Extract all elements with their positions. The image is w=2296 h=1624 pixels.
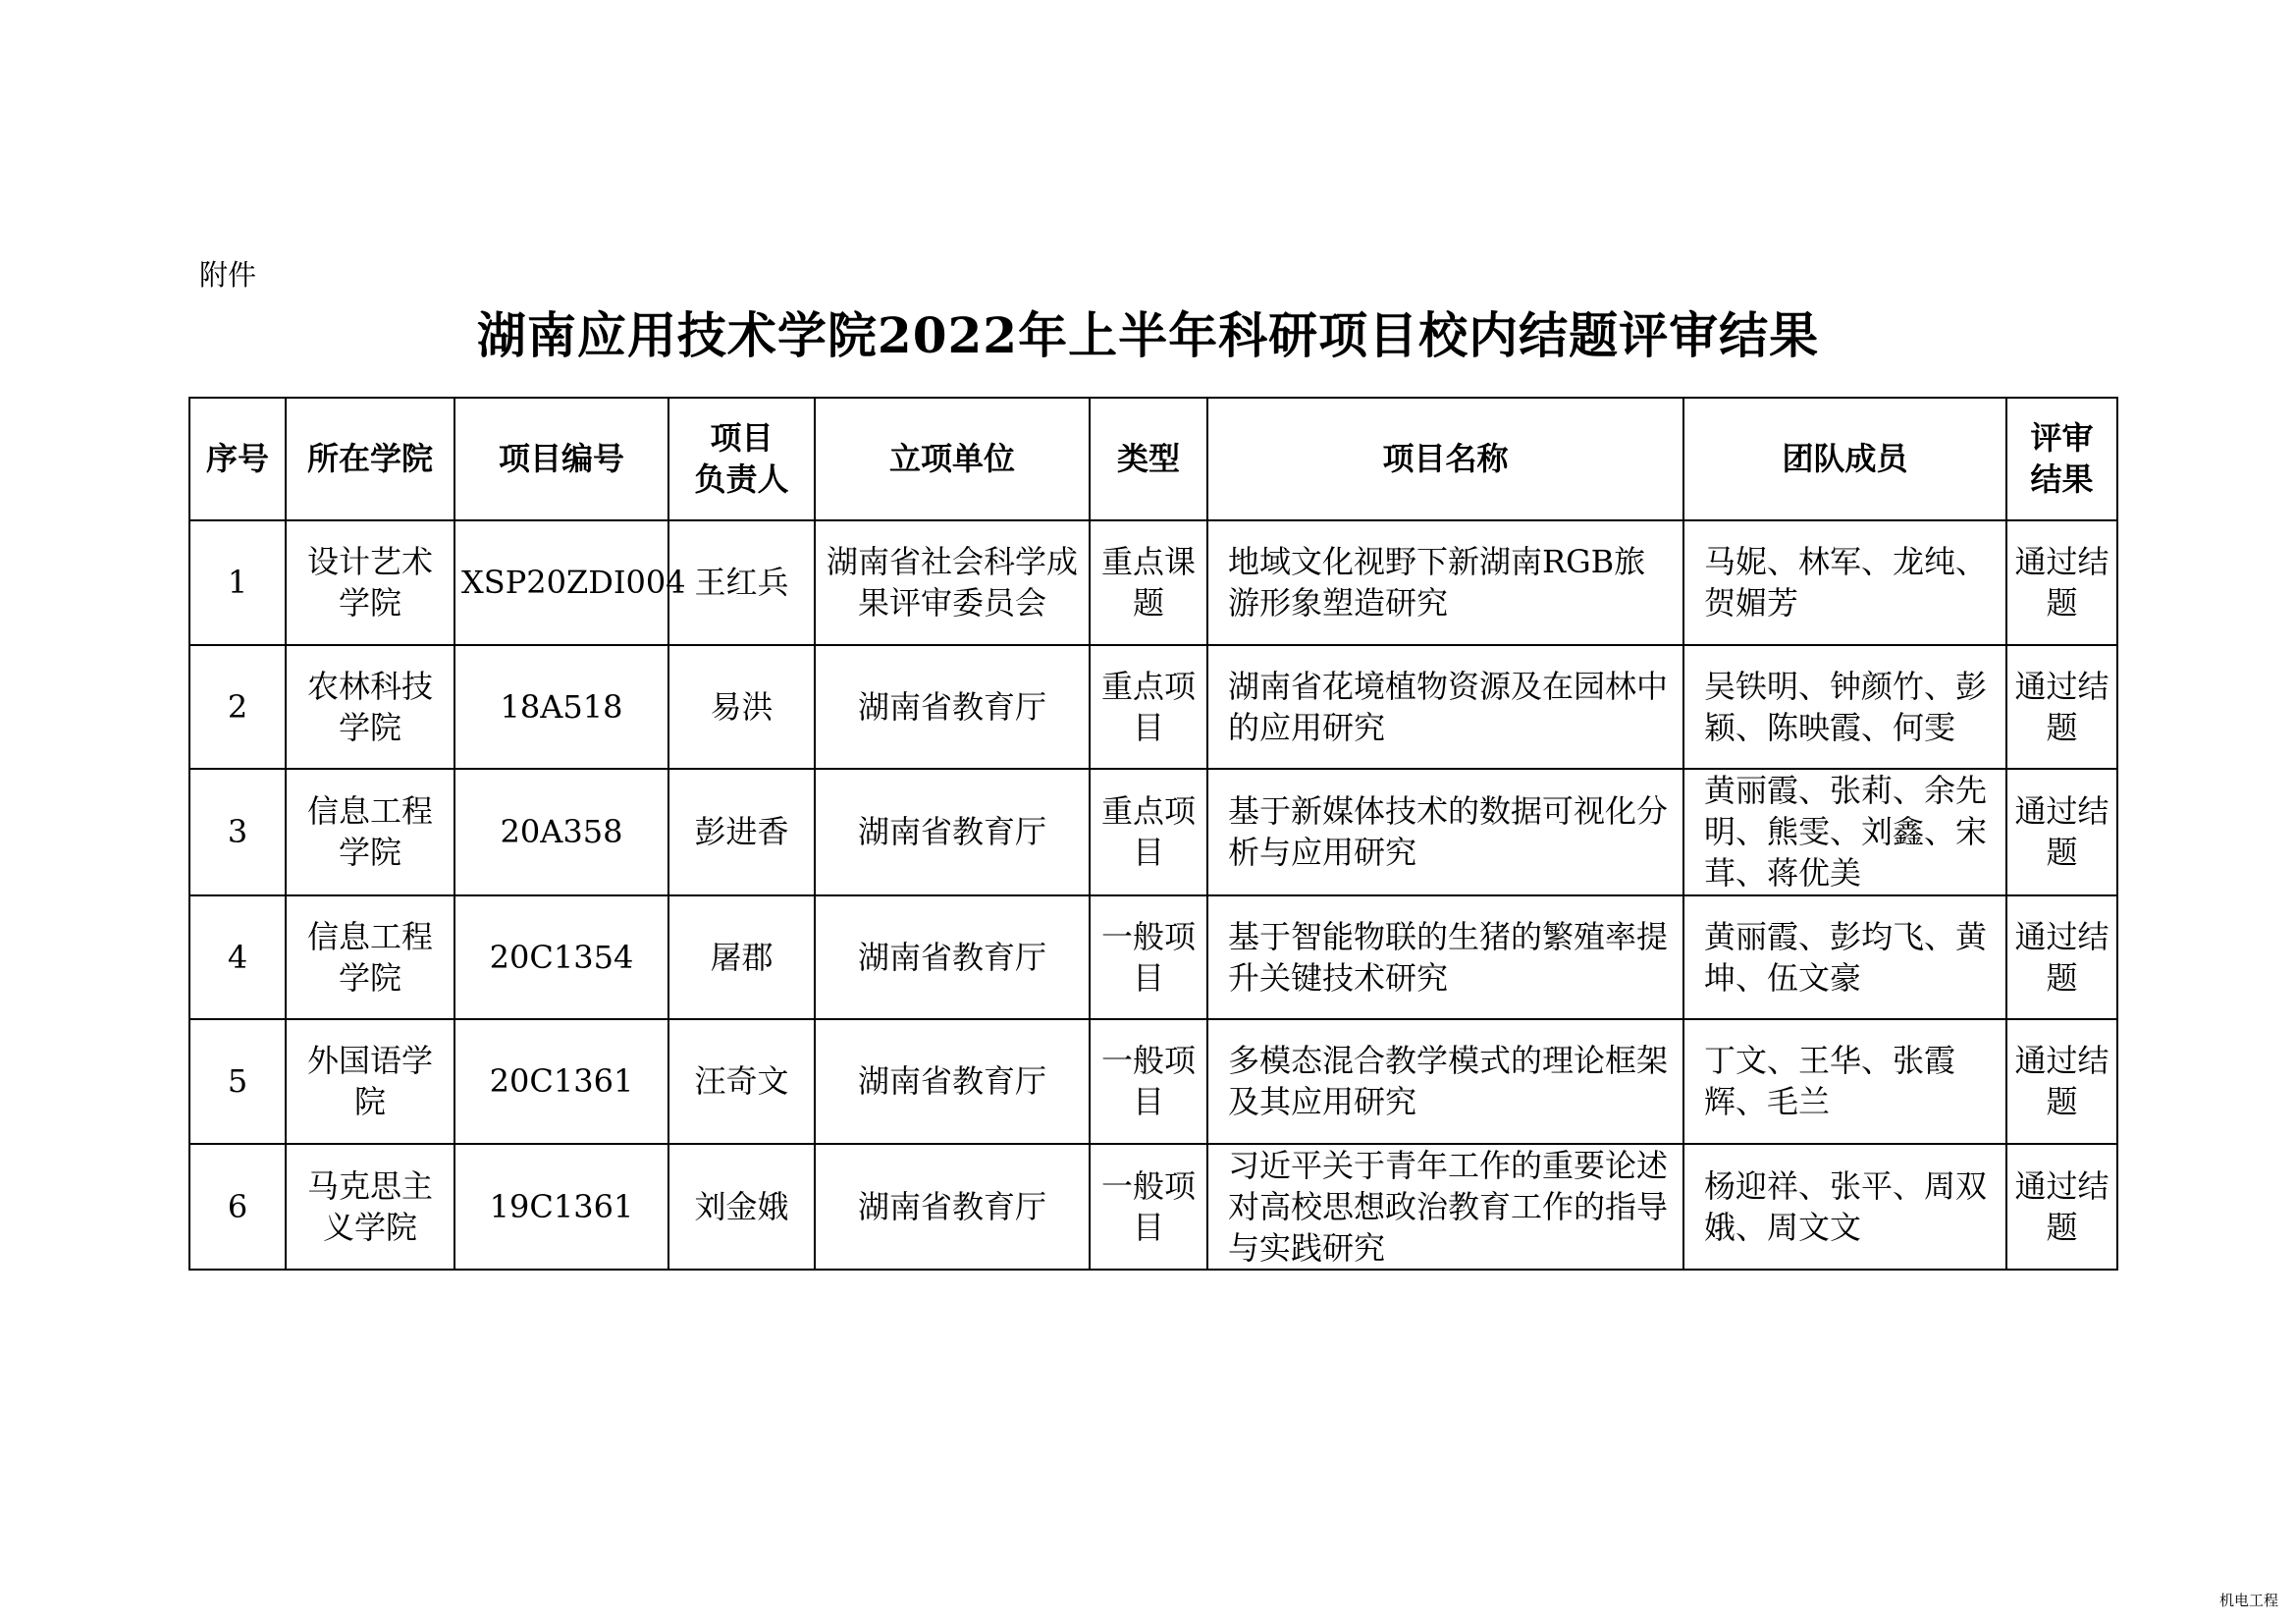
cell-name: 湖南省花境植物资源及在园林中的应用研究 — [1207, 645, 1683, 770]
cell-college: 农林科技学院 — [286, 645, 454, 770]
header-no: 序号 — [189, 398, 286, 520]
cell-result: 通过结题 — [2006, 895, 2117, 1020]
cell-unit: 湖南省教育厅 — [815, 645, 1090, 770]
table-row — [189, 1144, 2117, 1271]
table-row — [189, 645, 2117, 770]
footer-label: 机电工程 — [2218, 1592, 2278, 1609]
cell-unit: 湖南省教育厅 — [815, 1019, 1090, 1144]
cell-unit: 湖南省教育厅 — [815, 769, 1090, 895]
cell-members: 黄丽霞、彭均飞、黄坤、伍文豪 — [1683, 895, 2006, 1020]
cell-code: 19C1361 — [454, 1144, 668, 1271]
cell-leader: 彭进香 — [668, 769, 815, 895]
cell-leader: 屠郡 — [668, 895, 815, 1020]
cell-members: 黄丽霞、张莉、余先明、熊雯、刘鑫、宋茸、蒋优美 — [1683, 769, 2006, 895]
cell-no: 1 — [189, 520, 286, 645]
cell-type: 一般项目 — [1090, 1019, 1207, 1144]
cell-result: 通过结题 — [2006, 769, 2117, 895]
cell-unit: 湖南省社会科学成果评审委员会 — [815, 520, 1090, 645]
header-result: 评审 结果 — [2006, 398, 2117, 520]
cell-name: 地域文化视野下新湖南RGB旅游形象塑造研究 — [1207, 520, 1683, 645]
header-code: 项目编号 — [454, 398, 668, 520]
document-title: 湖南应用技术学院2022年上半年科研项目校内结题评审结果 — [476, 306, 1820, 364]
cell-result: 通过结题 — [2006, 520, 2117, 645]
cell-members: 丁文、王华、张霞辉、毛兰 — [1683, 1019, 2006, 1144]
cell-college: 外国语学院 — [286, 1019, 454, 1144]
cell-type: 重点课题 — [1090, 520, 1207, 645]
cell-no: 4 — [189, 895, 286, 1020]
cell-leader: 王红兵 — [668, 520, 815, 645]
cell-leader: 易洪 — [668, 645, 815, 770]
cell-unit: 湖南省教育厅 — [815, 895, 1090, 1020]
cell-code: XSP20ZDI004 — [454, 520, 668, 645]
header-name: 项目名称 — [1207, 398, 1683, 520]
header-unit: 立项单位 — [815, 398, 1090, 520]
cell-result: 通过结题 — [2006, 1144, 2117, 1271]
cell-type: 一般项目 — [1090, 895, 1207, 1020]
cell-college: 信息工程学院 — [286, 895, 454, 1020]
cell-name: 多模态混合教学模式的理论框架及其应用研究 — [1207, 1019, 1683, 1144]
cell-code: 20A358 — [454, 769, 668, 895]
cell-type: 一般项目 — [1090, 1144, 1207, 1271]
cell-result: 通过结题 — [2006, 1019, 2117, 1144]
table-row — [189, 520, 2117, 645]
cell-type: 重点项目 — [1090, 645, 1207, 770]
header-college: 所在学院 — [286, 398, 454, 520]
table-row — [189, 895, 2117, 1020]
cell-code: 18A518 — [454, 645, 668, 770]
cell-no: 2 — [189, 645, 286, 770]
cell-members: 吴铁明、钟颜竹、彭颖、陈映霞、何雯 — [1683, 645, 2006, 770]
table-row — [189, 1019, 2117, 1144]
cell-members: 马妮、林军、龙纯、贺媚芳 — [1683, 520, 2006, 645]
results-table — [188, 397, 2118, 1271]
cell-leader: 汪奇文 — [668, 1019, 815, 1144]
cell-college: 信息工程学院 — [286, 769, 454, 895]
cell-type: 重点项目 — [1090, 769, 1207, 895]
cell-code: 20C1354 — [454, 895, 668, 1020]
cell-no: 3 — [189, 769, 286, 895]
cell-members: 杨迎祥、张平、周双娥、周文文 — [1683, 1144, 2006, 1271]
cell-college: 设计艺术学院 — [286, 520, 454, 645]
cell-result: 通过结题 — [2006, 645, 2117, 770]
cell-unit: 湖南省教育厅 — [815, 1144, 1090, 1271]
cell-college: 马克思主义学院 — [286, 1144, 454, 1271]
cell-name: 基于智能物联的生猪的繁殖率提升关键技术研究 — [1207, 895, 1683, 1020]
header-type: 类型 — [1090, 398, 1207, 520]
cell-name: 基于新媒体技术的数据可视化分析与应用研究 — [1207, 769, 1683, 895]
cell-code: 20C1361 — [454, 1019, 668, 1144]
attachment-label: 附件 — [199, 258, 257, 292]
cell-no: 5 — [189, 1019, 286, 1144]
cell-name: 习近平关于青年工作的重要论述对高校思想政治教育工作的指导与实践研究 — [1207, 1144, 1683, 1271]
header-leader: 项目 负责人 — [668, 398, 815, 520]
cell-leader: 刘金娥 — [668, 1144, 815, 1271]
table-header-row — [189, 398, 2117, 520]
table-row — [189, 769, 2117, 895]
cell-no: 6 — [189, 1144, 286, 1271]
header-members: 团队成员 — [1683, 398, 2006, 520]
